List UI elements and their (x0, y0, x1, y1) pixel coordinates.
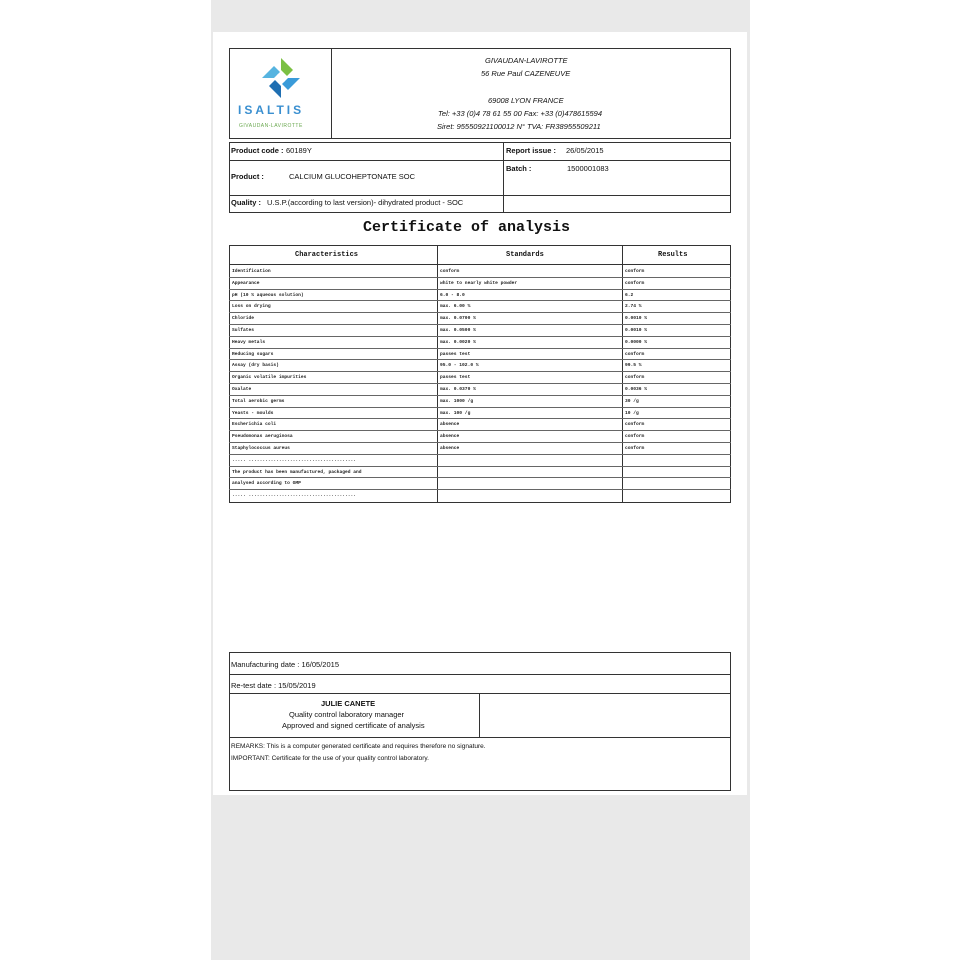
result-cell: 0.0036 % (625, 387, 648, 392)
signer-note: Approved and signed certificate of analysis (282, 721, 425, 730)
standard-cell: max. 0.0500 % (440, 328, 476, 333)
logo-brand: ISALTIS (238, 103, 305, 117)
standard-cell: passes test (440, 351, 471, 357)
table-header-divider (229, 264, 731, 265)
result-cell: 99.5 % (625, 363, 642, 369)
result-cell: conform (625, 434, 645, 440)
characteristic-cell: pH (10 % aqueous solution) (232, 292, 304, 298)
characteristic-cell: Pseudomonas aeruginosa (232, 434, 293, 440)
product-label: Product : (231, 172, 264, 181)
signer-name: JULIE CANETE (321, 699, 376, 708)
characteristic-cell: Escherichia coli (232, 422, 277, 428)
logo-divider (331, 48, 332, 139)
characteristic-cell: Organic volatile impurities (232, 375, 307, 381)
result-cell: 6.2 (625, 292, 634, 298)
standard-cell: white to nearly white powder (440, 280, 518, 286)
remarks-text: REMARKS: This is a computer generated certificate and requires therefore no signature. (231, 743, 486, 750)
standard-cell: max. 100 /g (440, 410, 471, 416)
product-divider-2 (229, 195, 731, 196)
characteristic-cell: The product has been manufactured, packaged and (232, 469, 362, 475)
company-name: GIVAUDAN-LAVIROTTE (485, 56, 568, 65)
company-ids: Siret: 95550921100012 N° TVA: FR38955509211 (437, 122, 601, 131)
characteristic-cell: Yeasts - moulds (232, 410, 274, 416)
standard-cell: max. 1000 /g (440, 398, 474, 404)
product-value: CALCIUM GLUCOHEPTONATE SOC (289, 172, 415, 181)
company-street: 56 Rue Paul CAZENEUVE (481, 69, 571, 78)
product-code-label: Product code : (231, 146, 284, 155)
table-col-divider-2 (622, 245, 623, 503)
standard-cell: absence (440, 434, 460, 440)
characteristic-cell: ..... ....................................... (232, 457, 357, 463)
characteristic-cell: Reducing sugars (232, 351, 274, 357)
result-cell: 0.0000 % (625, 339, 648, 345)
document-page (213, 32, 747, 795)
characteristic-cell: Sulfates (232, 328, 255, 333)
characteristic-cell: Assay (dry basis) (232, 363, 279, 369)
footer-divider-1 (229, 674, 731, 675)
report-issue-value: 26/05/2015 (566, 146, 604, 155)
manufacturing-date: Manufacturing date : 16/05/2015 (231, 660, 339, 669)
standard-cell: max. 0.0370 % (440, 387, 476, 392)
quality-value: U.S.P.(according to last version)- dihydrated product - SOC (267, 198, 464, 207)
footer-divider-2 (229, 693, 731, 694)
standard-cell: absence (440, 422, 460, 428)
header-standards: Standards (506, 251, 544, 259)
characteristic-cell: Appearance (232, 280, 260, 286)
standard-cell: max. 6.00 % (440, 304, 471, 310)
standard-cell: 95.0 - 102.0 % (440, 363, 479, 369)
standard-cell: conform (440, 269, 460, 274)
characteristic-cell: Oxalate (232, 387, 252, 392)
characteristic-cell: Loss on drying (232, 304, 271, 310)
header-characteristics: Characteristics (295, 251, 359, 259)
result-cell: conform (625, 446, 645, 451)
isaltis-logo-icon (260, 56, 302, 100)
certificate-title: Certificate of analysis (363, 219, 571, 236)
standard-cell: absence (440, 446, 460, 451)
result-cell: conform (625, 422, 645, 428)
result-cell: conform (625, 280, 645, 286)
characteristic-cell: Staphylococcus aureus (232, 446, 290, 451)
footer-divider-3 (229, 737, 731, 738)
standard-cell: max. 0.0700 % (440, 316, 476, 322)
result-cell: conform (625, 269, 645, 274)
characteristic-cell: Identification (232, 269, 271, 274)
important-text: IMPORTANT: Certificate for the use of your quality control laboratory. (231, 755, 429, 762)
result-cell: 0.0010 % (625, 316, 648, 322)
logo-subtitle: GIVAUDAN-LAVIROTTE (239, 123, 303, 129)
table-col-divider-1 (437, 245, 438, 503)
result-cell: conform (625, 351, 645, 357)
product-divider-1 (229, 160, 731, 161)
company-city: 69008 LYON FRANCE (488, 96, 564, 105)
standard-cell: 6.0 - 8.0 (440, 292, 465, 298)
characteristic-cell: Total aerobic germs (232, 398, 285, 404)
result-cell: conform (625, 375, 645, 381)
characteristic-cell: analysed according to GMP (232, 481, 301, 487)
result-cell: 0.0010 % (625, 328, 648, 333)
report-issue-label: Report issue : (506, 146, 557, 155)
result-cell: 2.74 % (625, 304, 642, 310)
retest-date: Re-test date : 15/05/2019 (231, 681, 316, 690)
product-code-value: 60189Y (286, 146, 312, 155)
characteristic-cell: Chloride (232, 316, 255, 322)
standard-cell: max. 0.0020 % (440, 339, 476, 345)
signature-divider (479, 693, 480, 737)
product-divider-v (503, 142, 504, 213)
standard-cell: passes test (440, 375, 471, 381)
quality-label: Quality : (231, 198, 262, 207)
characteristic-cell: ..... ....................................... (232, 493, 357, 499)
characteristic-cell: Heavy metals (232, 339, 266, 345)
result-cell: 30 /g (625, 398, 639, 404)
result-cell: 10 /g (625, 410, 639, 416)
batch-label: Batch : (506, 164, 532, 173)
company-phone: Tel: +33 (0)4 78 61 55 00 Fax: +33 (0)478615594 (438, 109, 603, 118)
batch-value: 1500001083 (567, 164, 609, 173)
signer-role: Quality control laboratory manager (289, 710, 405, 719)
header-results: Results (658, 251, 688, 259)
